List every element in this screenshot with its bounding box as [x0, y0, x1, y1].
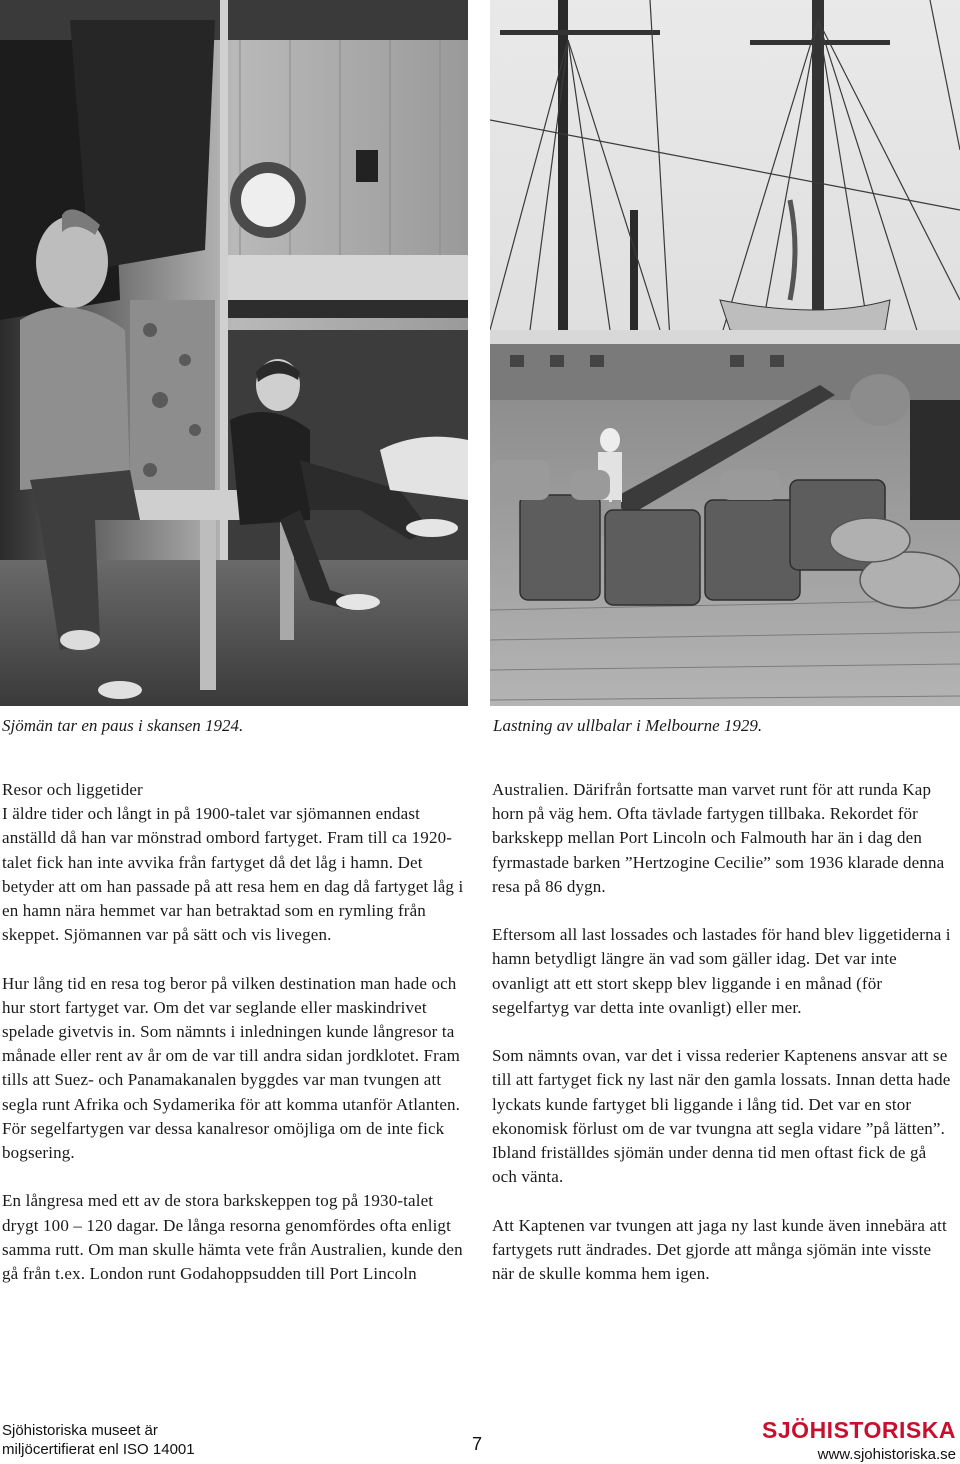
paragraph: Hur lång tid en resa tog beror på vilken destination man hade och hur stort fartyget var. Om det var seglande eller maskindrivet spelade givetvis in. Som nämnts i inledningen kunde långresor ta månade eller rent av år om de var till andra sidan jordklotet. Fram tills att Suez- och Panamakanalen byggdes var man tvungen att segla runt Afrika och Sydamerika för att komma utanför Atlanten. För segelfartygen var dessa kanalresor omöjliga om de inte fick bogsering.	[2, 973, 461, 1163]
paragraph: Att Kaptenen var tvungen att jaga ny last kunde även innebära att fartygets rutt ändrades. Det gjorde att många sjömän inte visste när de skulle komma hem igen.	[492, 1215, 947, 1284]
photo-wool-loading-illustration	[490, 0, 960, 706]
section-heading: Resor och liggetider	[2, 780, 143, 799]
paragraph: I äldre tider och långt in på 1900-talet var sjömannen endast anställd då han var mönstrad ombord fartyget. Fram till ca 1920-talet fick han inte avvika från fartyget då det låg i hamn. Det betyder att om han passade på att resa hem en dag då fartyget låg i en hamn nära hemmet var han betraktad som en rymling från skeppet. Sjömannen var på sätt och vis livegen.	[2, 804, 464, 945]
footer-certification	[2, 1422, 195, 1459]
photo-sailors-illustration	[0, 0, 468, 706]
photo-wool-loading	[490, 0, 960, 706]
brand-logo	[762, 1417, 956, 1463]
caption-left: Sjömän tar en paus i skansen 1924.	[2, 716, 244, 735]
caption-right: Lastning av ullbalar i Melbourne 1929.	[493, 716, 763, 735]
brand-name: SJÖHISTORISKA	[762, 1417, 956, 1443]
footer-line: miljöcertifierat enl ISO 14001	[2, 1440, 195, 1458]
article-column-left	[2, 778, 464, 1286]
paragraph: Eftersom all last lossades och lastades för hand blev liggetiderna i hamn betydligt längre än vad som gäller idag. Det var inte ovanligt att ett stort skepp blev liggande i en månad (för segelfartyg var detta inte ovanligt) eller mer.	[492, 925, 951, 1017]
paragraph: Australien. Därifrån fortsatte man varvet runt för att runda Kap horn på väg hem. Ofta tävlade fartygen tillbaka. Rekordet för barkskepp mellan Port Lincoln och Falmouth har än i dag den fyrmastade barken ”Hertzogine Cecilie” som 1936 klarade denna resa på 86 dygn.	[492, 780, 945, 896]
photo-sailors-resting	[0, 0, 468, 706]
footer-line: Sjöhistoriska museet är	[2, 1422, 158, 1439]
paragraph: Som nämnts ovan, var det i vissa rederier Kaptenens ansvar att se till att fartyget fick ny last när den gamla lossats. Innan detta hade lyckats kunde fartyget bli liggande i lång tid. Det var en stor ekonomisk förlust om de var tvungna att segla vidare ”på lätten”. Ibland friställdes sjömän under denna tid men oftast fick de gå och vänta.	[492, 1046, 951, 1187]
brand-url-link[interactable]: www.sjohistoriska.se	[817, 1446, 956, 1463]
article-column-right	[492, 778, 954, 1286]
paragraph: En långresa med ett av de stora barkskeppen tog på 1930-talet drygt 100 – 120 dagar. De långa resorna genomfördes ofta enligt samma rutt. Om man skulle hämta vete från Australien, kunde den gå från t.ex. London runt Godahoppsudden till Port Lincoln	[2, 1191, 463, 1284]
page-number: 7	[472, 1434, 483, 1454]
